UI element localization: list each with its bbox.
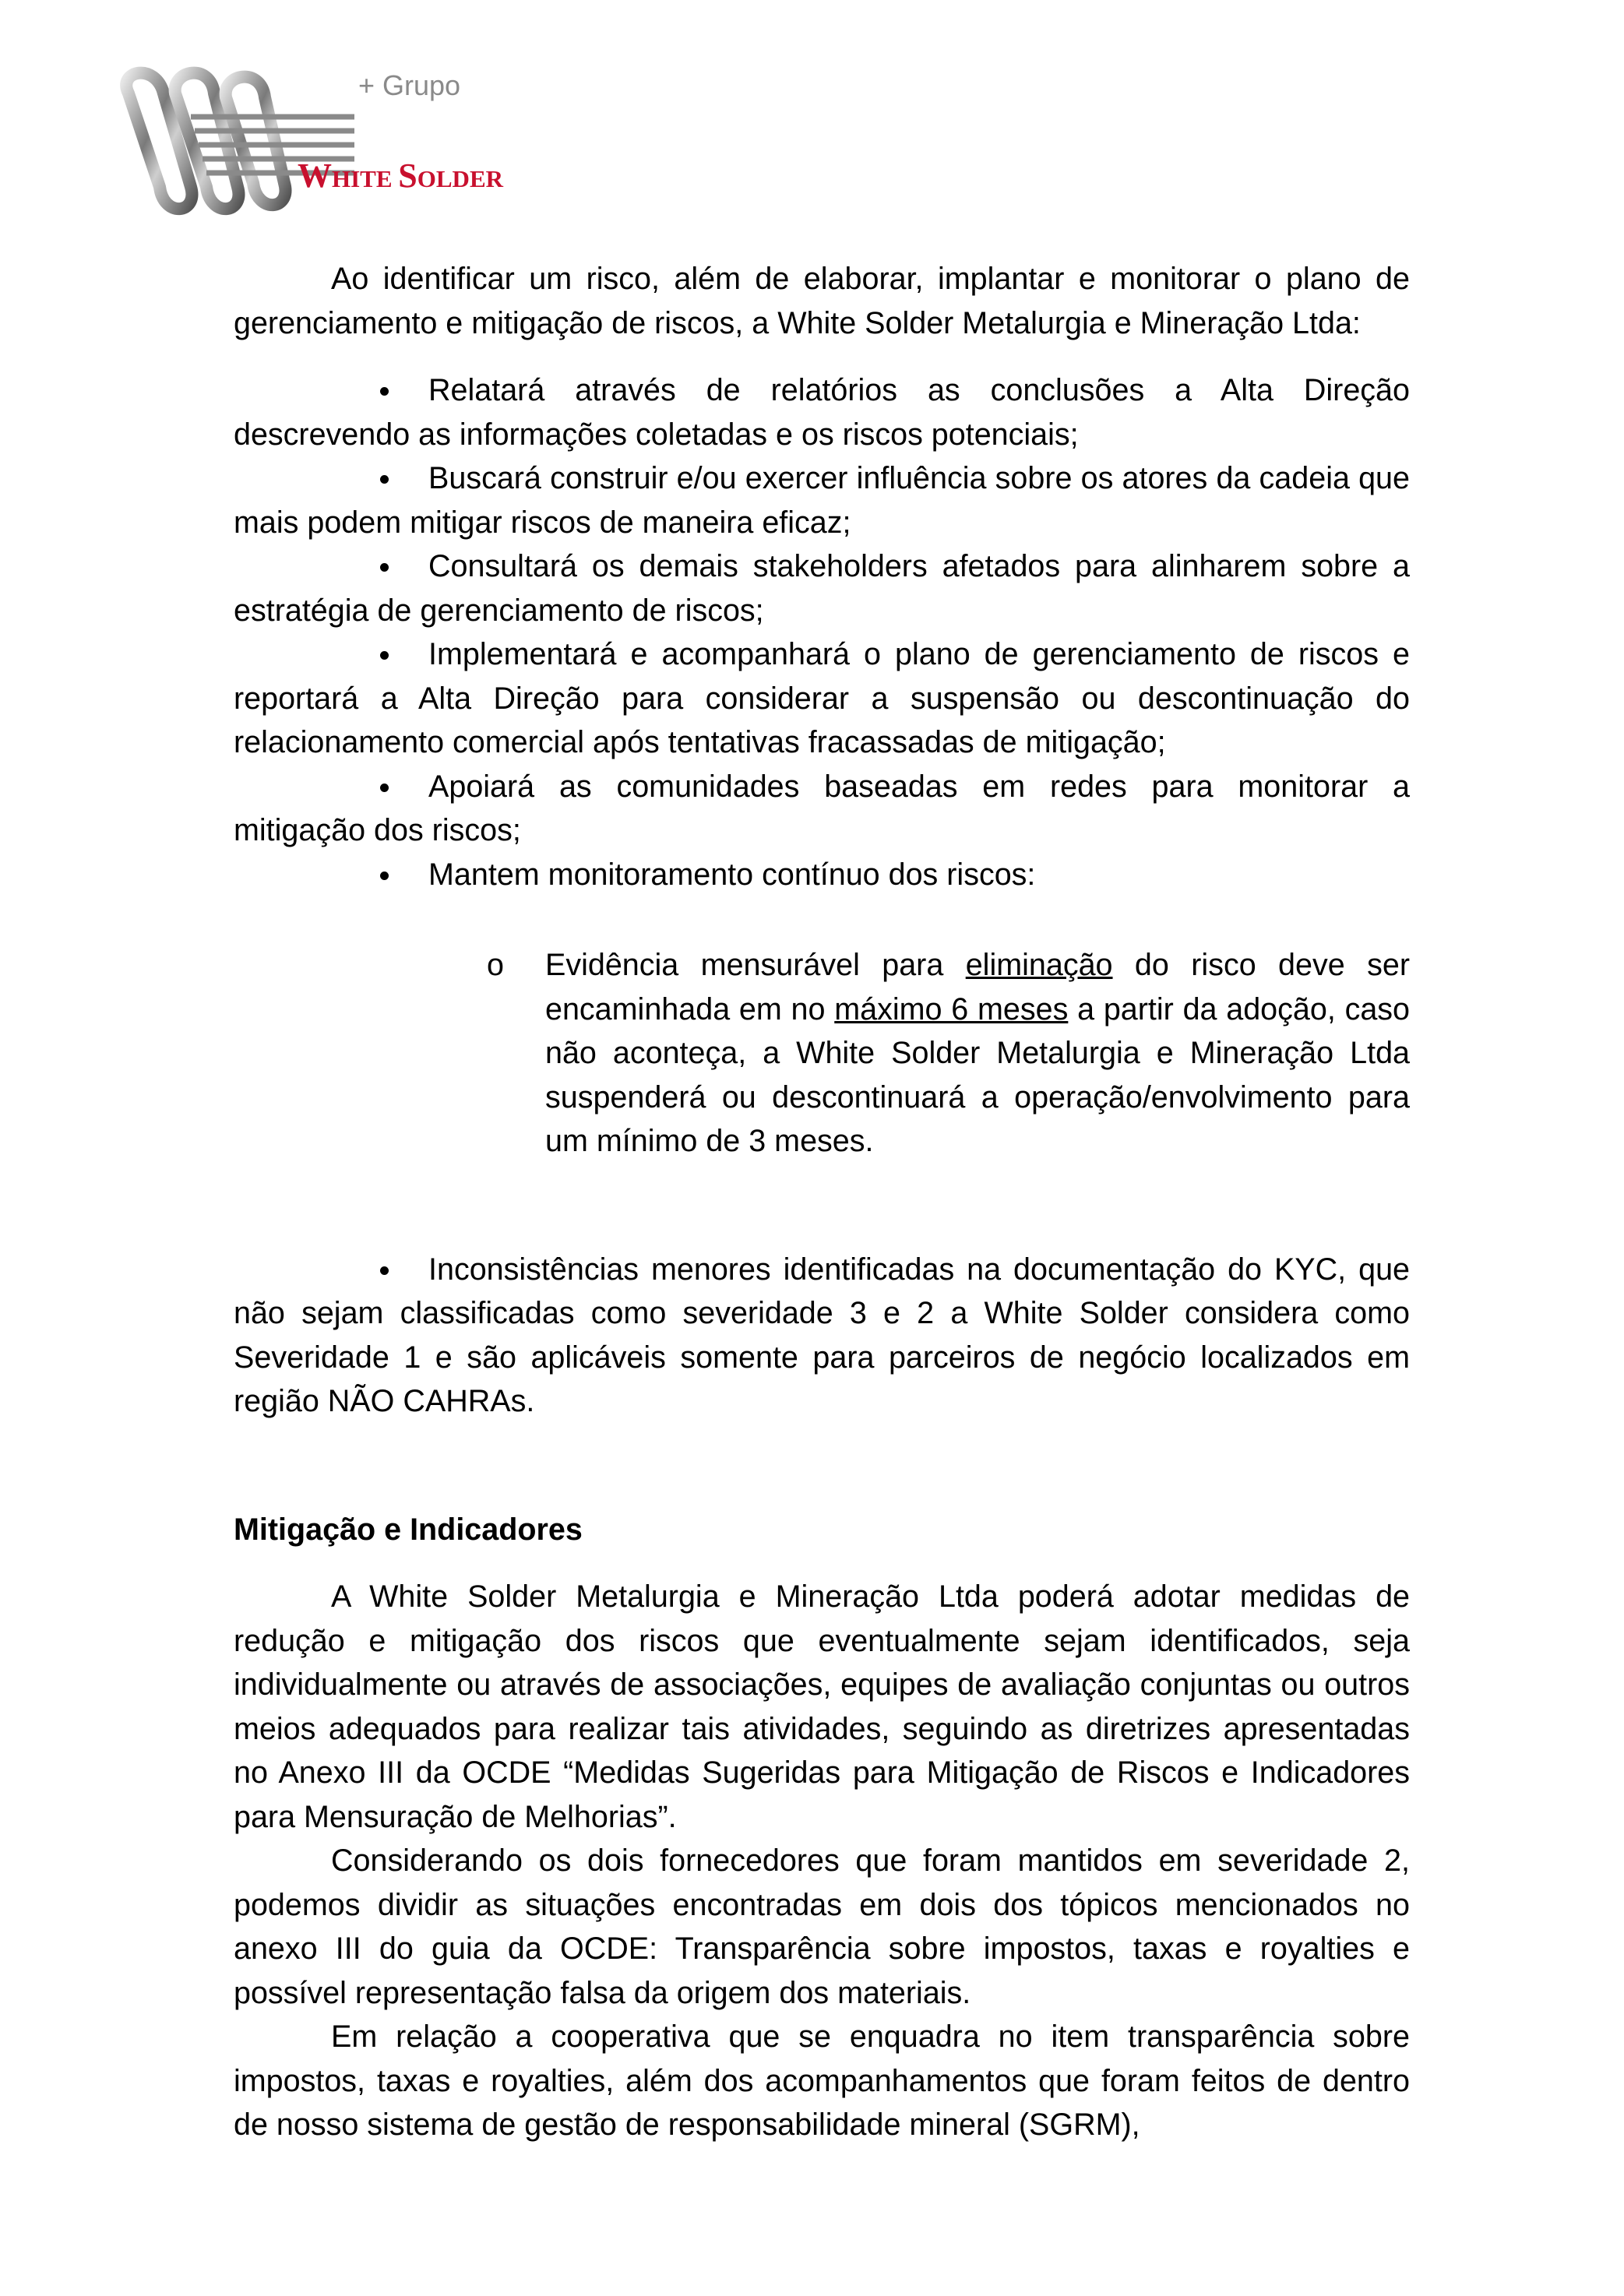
company-logo: [117, 62, 506, 218]
bullet-icon: [380, 475, 389, 484]
paragraph: A White Solder Metalurgia e Mineração Ltda poderá adotar medidas de redução e mitigação dos riscos que eventualmente sejam identificados, seja individualmente ou através de associações, equipes de avaliação conjuntas ou outros meios adequados para realizar tais atividades, seguindo as diretrizes apresentadas no Anexo III da OCDE “Medidas Sugeridas para Mitigação de Riscos e Indicadores para Mensuração de Melhorias”.: [234, 1579, 1410, 1834]
sub-bullet-marker: o: [487, 948, 504, 982]
paragraph: Considerando os dois fornecedores que foram mantidos em severidade 2, podemos dividir as situações encontradas em dois dos tópicos mencionados no anexo III do guia da OCDE: Transparência sobre impostos, taxas e royalties e possível representação falsa da origem dos materiais.: [234, 1843, 1410, 2010]
document-body: [234, 257, 1410, 2147]
bullet-item: Buscará construir e/ou exercer influência sobre os atores da cadeia que mais podem mitigar riscos de maneira eficaz;: [234, 461, 1410, 540]
underlined-text: máximo 6 meses: [834, 991, 1069, 1027]
sub-bullet-item: o Evidência mensurável para eliminação do risco deve ser encaminhada em no máximo 6 meses a partir da adoção, caso não aconteça, a White Solder Metalurgia e Mineração Ltda suspenderá ou descontinuará a operação/envolvimento para um mínimo de 3 meses.: [234, 943, 1410, 1164]
underlined-text: eliminação: [965, 948, 1113, 982]
section-heading: Mitigação e Indicadores: [234, 1512, 583, 1547]
bullet-icon: [380, 651, 389, 660]
bullet-icon: [380, 784, 389, 792]
intro-paragraph: Ao identificar um risco, além de elaborar, implantar e monitorar o plano de gerenciamento e mitigação de riscos, a White Solder Metalurgia e Mineração Ltda:: [234, 262, 1410, 340]
bullet-item-kyc: Inconsistências menores identificadas na documentação do KYC, que não sejam classificadas como severidade 3 e 2 a White Solder considera como Severidade 1 e são aplicáveis somente para parceiros de negócio localizados em região NÃO CAHRAs.: [234, 1252, 1410, 1418]
bullet-icon: [380, 387, 389, 396]
bullet-icon: [380, 872, 389, 880]
paragraph: Em relação a cooperativa que se enquadra no item transparência sobre impostos, taxas e royalties, além dos acompanhamentos que foram feitos de dentro de nosso sistema de gestão de responsabilidade mineral (SGRM),: [234, 2020, 1410, 2142]
white-solder-logo-graphic: [117, 62, 506, 218]
bullet-item: Implementará e acompanhará o plano de gerenciamento de riscos e reportará a Alta Direção para considerar a suspensão ou descontinuação do relacionamento comercial após tentativas fracassadas de mitigação;: [234, 637, 1410, 759]
bullet-item: Apoiará as comunidades baseadas em redes para monitorar a mitigação dos riscos;: [234, 769, 1410, 847]
bullet-item: Consultará os demais stakeholders afetados para alinharem sobre a estratégia de gerenciamento de riscos;: [234, 549, 1410, 628]
bullet-icon: [380, 563, 389, 572]
logo-prefix: + Grupo: [358, 69, 461, 101]
bullet-item: Relatará através de relatórios as conclusões a Alta Direção descrevendo as informações coletadas e os riscos potenciais;: [234, 373, 1410, 452]
logo-brand: WHITE SOLDER: [298, 157, 504, 195]
bullet-icon: [380, 1266, 389, 1275]
bullet-item: Mantem monitoramento contínuo dos riscos:: [234, 853, 1410, 897]
